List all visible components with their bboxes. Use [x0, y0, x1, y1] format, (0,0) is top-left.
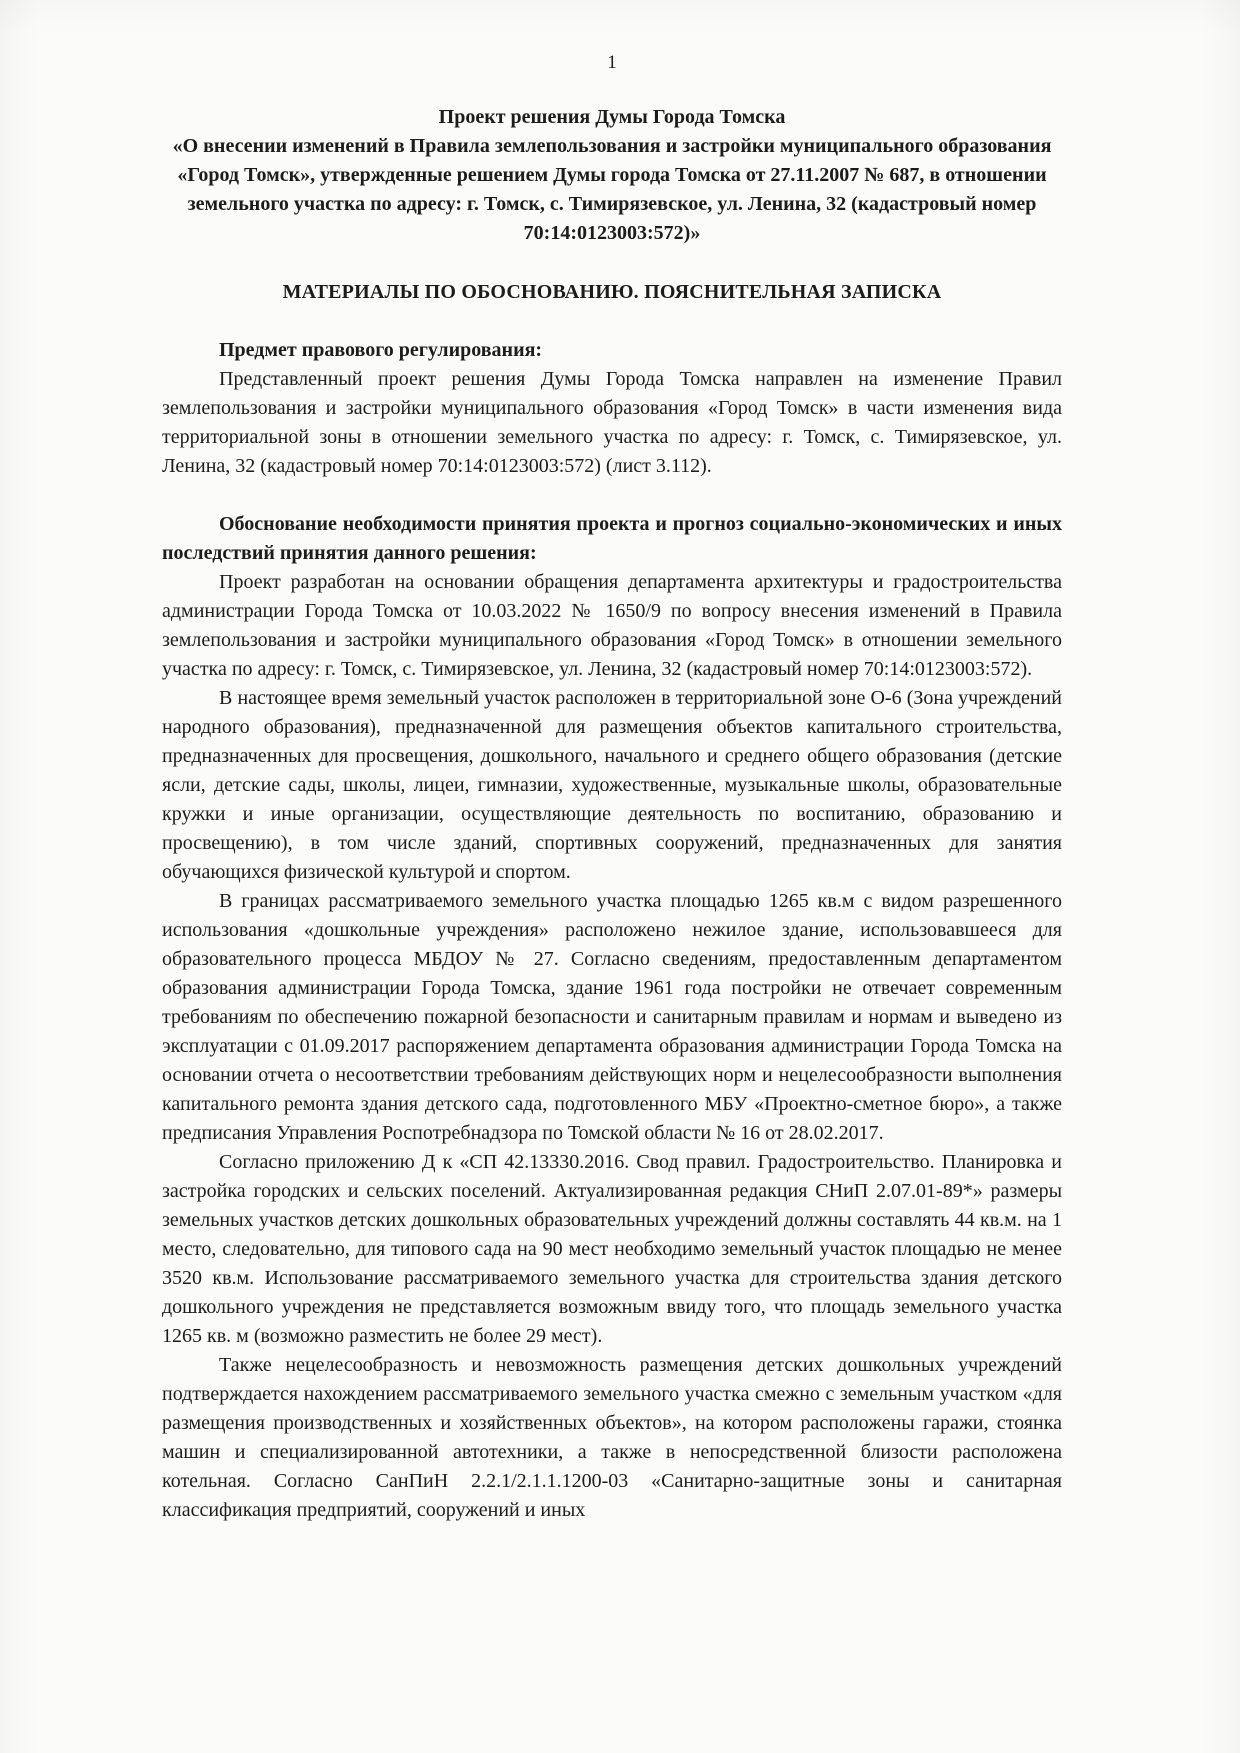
paragraph-justification-1: Проект разработан на основании обращения департамента архитектуры и градостроительства администрации Города Томска от 10.03.2022 № 1650/9 по вопросу внесения изменений в Правила землепользования и застройки муниципального образования «Город Томск» в отношении земельного участка по адресу: г. Томск, с. Тимирязевское, ул. Ленина, 32 (кадастровый номер 70:14:0123003:572).: [162, 571, 1062, 680]
paragraph-justification-5: Также нецелесообразность и невозможность размещения детских дошкольных учреждений подтверждается нахождением рассматриваемого земельного участка смежно с земельным участком «для размещения производственных и хозяйственных объектов», на котором расположены гаражи, стоянка машин и специализированной автотехники, а также в непосредственной близости расположена котельная. Согласно СанПиН 2.2.1/2.1.1.1200-03 «Санитарно-защитные зоны и санитарная классификация предприятий, сооружений и иных: [162, 1354, 1062, 1521]
document-subtitle: МАТЕРИАЛЫ ПО ОБОСНОВАНИЮ. ПОЯСНИТЕЛЬНАЯ ЗАПИСКА: [282, 281, 942, 303]
page-number: 1: [607, 52, 617, 73]
title-line-quote: «О внесении изменений в Правила землепользования и застройки муниципального образования «Город Томск», утвержденные решением Думы города Томска от 27.11.2007 № 687, в отношении земельного участка по адресу: г. Томск, с. Тимирязевское, ул. Ленина, 32 (кадастровый номер 70:14:0123003:572)»: [172, 135, 1052, 244]
paragraph-justification-2: В настоящее время земельный участок расположен в территориальной зоне О-6 (Зона учреждений народного образования), предназначенной для размещения объектов капитального строительства, предназначенных для просвещения, дошкольного, начального и среднего общего образования (детские ясли, детские сады, школы, лицеи, гимназии, художественные, музыкальные школы, образовательные кружки и иные организации, осуществляющие деятельность по воспитанию, образованию и просвещению), в том числе зданий, спортивных сооружений, предназначенных для занятия обучающихся физической культурой и спортом.: [162, 687, 1062, 883]
section-heading-justification: Обоснование необходимости принятия проекта и прогноз социально-экономических и иных последствий принятия данного решения:: [162, 513, 1062, 564]
section-heading-subject: Предмет правового регулирования:: [219, 339, 543, 361]
document-title: [162, 103, 1062, 248]
paragraph-justification-4: Согласно приложению Д к «СП 42.13330.2016. Свод правил. Градостроительство. Планировка и застройка городских и сельских поселений. Актуализированная редакция СНиП 2.07.01-89*» размеры земельных участков детских дошкольных образовательных учреждений должны составлять 44 кв.м. на 1 место, следовательно, для типового сада на 90 мест необходимо земельный участок площадью не менее 3520 кв.м. Использование рассматриваемого земельного участка для строительства здания детского дошкольного учреждения не представляется возможным ввиду того, что площадь земельного участка 1265 кв. м (возможно разместить не более 29 мест).: [162, 1151, 1062, 1347]
paragraph-subject-1: Представленный проект решения Думы Города Томска направлен на изменение Правил землепользования и застройки муниципального образования «Город Томск» в части изменения вида территориальной зоны в отношении земельного участка по адресу: г. Томск, с. Тимирязевское, ул. Ленина, 32 (кадастровый номер 70:14:0123003:572) (лист 3.112).: [162, 368, 1062, 477]
title-line-project: Проект решения Думы Города Томска: [438, 106, 786, 128]
paragraph-justification-3: В границах рассматриваемого земельного участка площадью 1265 кв.м с видом разрешенного использования «дошкольные учреждения» расположено нежилое здание, использовавшееся для образовательного процесса МБДОУ № 27. Согласно сведениям, предоставленным департаментом образования администрации Города Томска, здание 1961 года постройки не отвечает современным требованиям по обеспечению пожарной безопасности и санитарным правилам и нормам и выведено из эксплуатации с 01.09.2017 распоряжением департамента образования администрации Города Томска на основании отчета о несоответствии требованиям действующих норм и нецелесообразности выполнения капитального ремонта здания детского сада, подготовленного МБУ «Проектно-сметное бюро», а также предписания Управления Роспотребнадзора по Томской области № 16 от 28.02.2017.: [162, 890, 1062, 1144]
